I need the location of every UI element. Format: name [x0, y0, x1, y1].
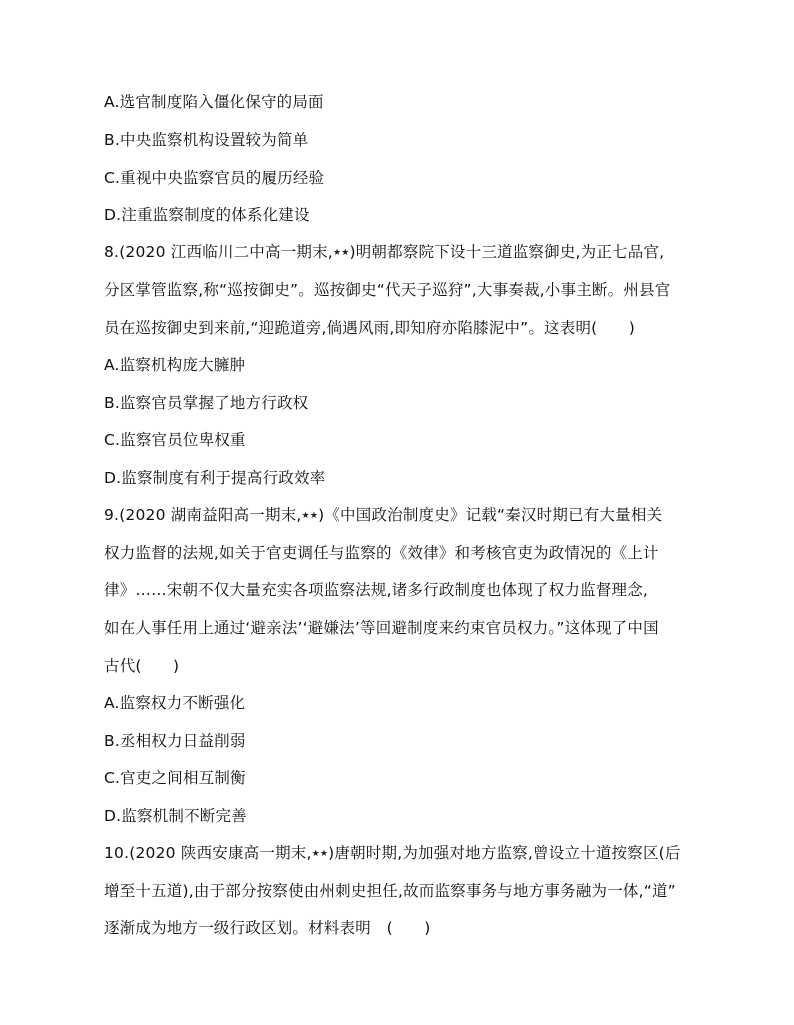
q8-option-a: A.监察机构庞大臃肿 — [104, 356, 246, 374]
q9-option-c: C.官吏之间相互制衡 — [104, 769, 246, 787]
q9-stem-line-3: 律》……宋朝不仅大量充实各项监察法规,诸多行政制度也体现了权力监督理念, — [104, 581, 649, 599]
q10-source: 10.(2020 陕西安康高一期末, — [104, 844, 312, 862]
q10-stem-line-2: 增至十五道),由于部分按察使由州刺史担任,故而监察事务与地方事务融为一体,“道” — [104, 882, 676, 900]
q7-option-c: C.重视中央监察官员的履历经验 — [104, 169, 325, 187]
q8-option-d: D.监察制度有利于提高行政效率 — [104, 469, 326, 487]
q8-stem-line-1 — [104, 242, 664, 263]
q8-source: 8.(2020 江西临川二中高一期末, — [104, 243, 333, 261]
q10-stem-text: )唐朝时期,为加强对地方监察,曾设立十道按察区(后 — [328, 844, 681, 862]
q9-option-b: B.丞相权力日益削弱 — [104, 732, 246, 750]
q9-stem-line-5: 古代( ) — [104, 657, 180, 675]
q9-stem-line-1 — [104, 505, 662, 526]
q8-stem-text: )明朝都察院下设十三道监察御史,为正七品官, — [349, 243, 665, 261]
q8-option-c: C.监察官员位卑权重 — [104, 431, 246, 449]
q9-option-d: D.监察机制不断完善 — [104, 807, 247, 825]
q10-stem-line-1 — [104, 843, 681, 864]
q9-source: 9.(2020 湖南益阳高一期末, — [104, 506, 302, 524]
q7-option-a: A.选官制度陷入僵化保守的局面 — [104, 93, 324, 111]
q9-stem-line-4: 如在人事任用上通过‘避亲法’‘避嫌法’等回避制度来约束官员权力。”这体现了中国 — [104, 619, 659, 637]
q10-stem-line-3: 逐渐成为地方一级行政区划。材料表明 ( ) — [104, 919, 431, 937]
q9-stem-text: )《中国政治制度史》记载“秦汉时期已有大量相关 — [318, 506, 663, 524]
q8-stem-line-3: 员在巡按御史到来前,“迎跪道旁,倘遇风雨,即知府亦陷膝泥中”。这表明( ) — [104, 319, 636, 337]
difficulty-star-icon: ★★ — [332, 248, 350, 258]
difficulty-star-icon: ★★ — [301, 511, 319, 521]
q7-option-b: B.中央监察机构设置较为简单 — [104, 131, 309, 149]
difficulty-star-icon: ★★ — [311, 849, 329, 859]
q8-stem-line-2: 分区掌管监察,称“巡按御史”。巡按御史“代天子巡狩”,大事奏裁,小事主断。州县官 — [104, 281, 671, 299]
q9-stem-line-2: 权力监督的法规,如关于官吏调任与监察的《效律》和考核官吏为政情况的《上计 — [104, 544, 659, 562]
q9-option-a: A.监察权力不断强化 — [104, 694, 246, 712]
q7-option-d: D.注重监察制度的体系化建设 — [104, 206, 310, 224]
q8-option-b: B.监察官员掌握了地方行政权 — [104, 394, 309, 412]
